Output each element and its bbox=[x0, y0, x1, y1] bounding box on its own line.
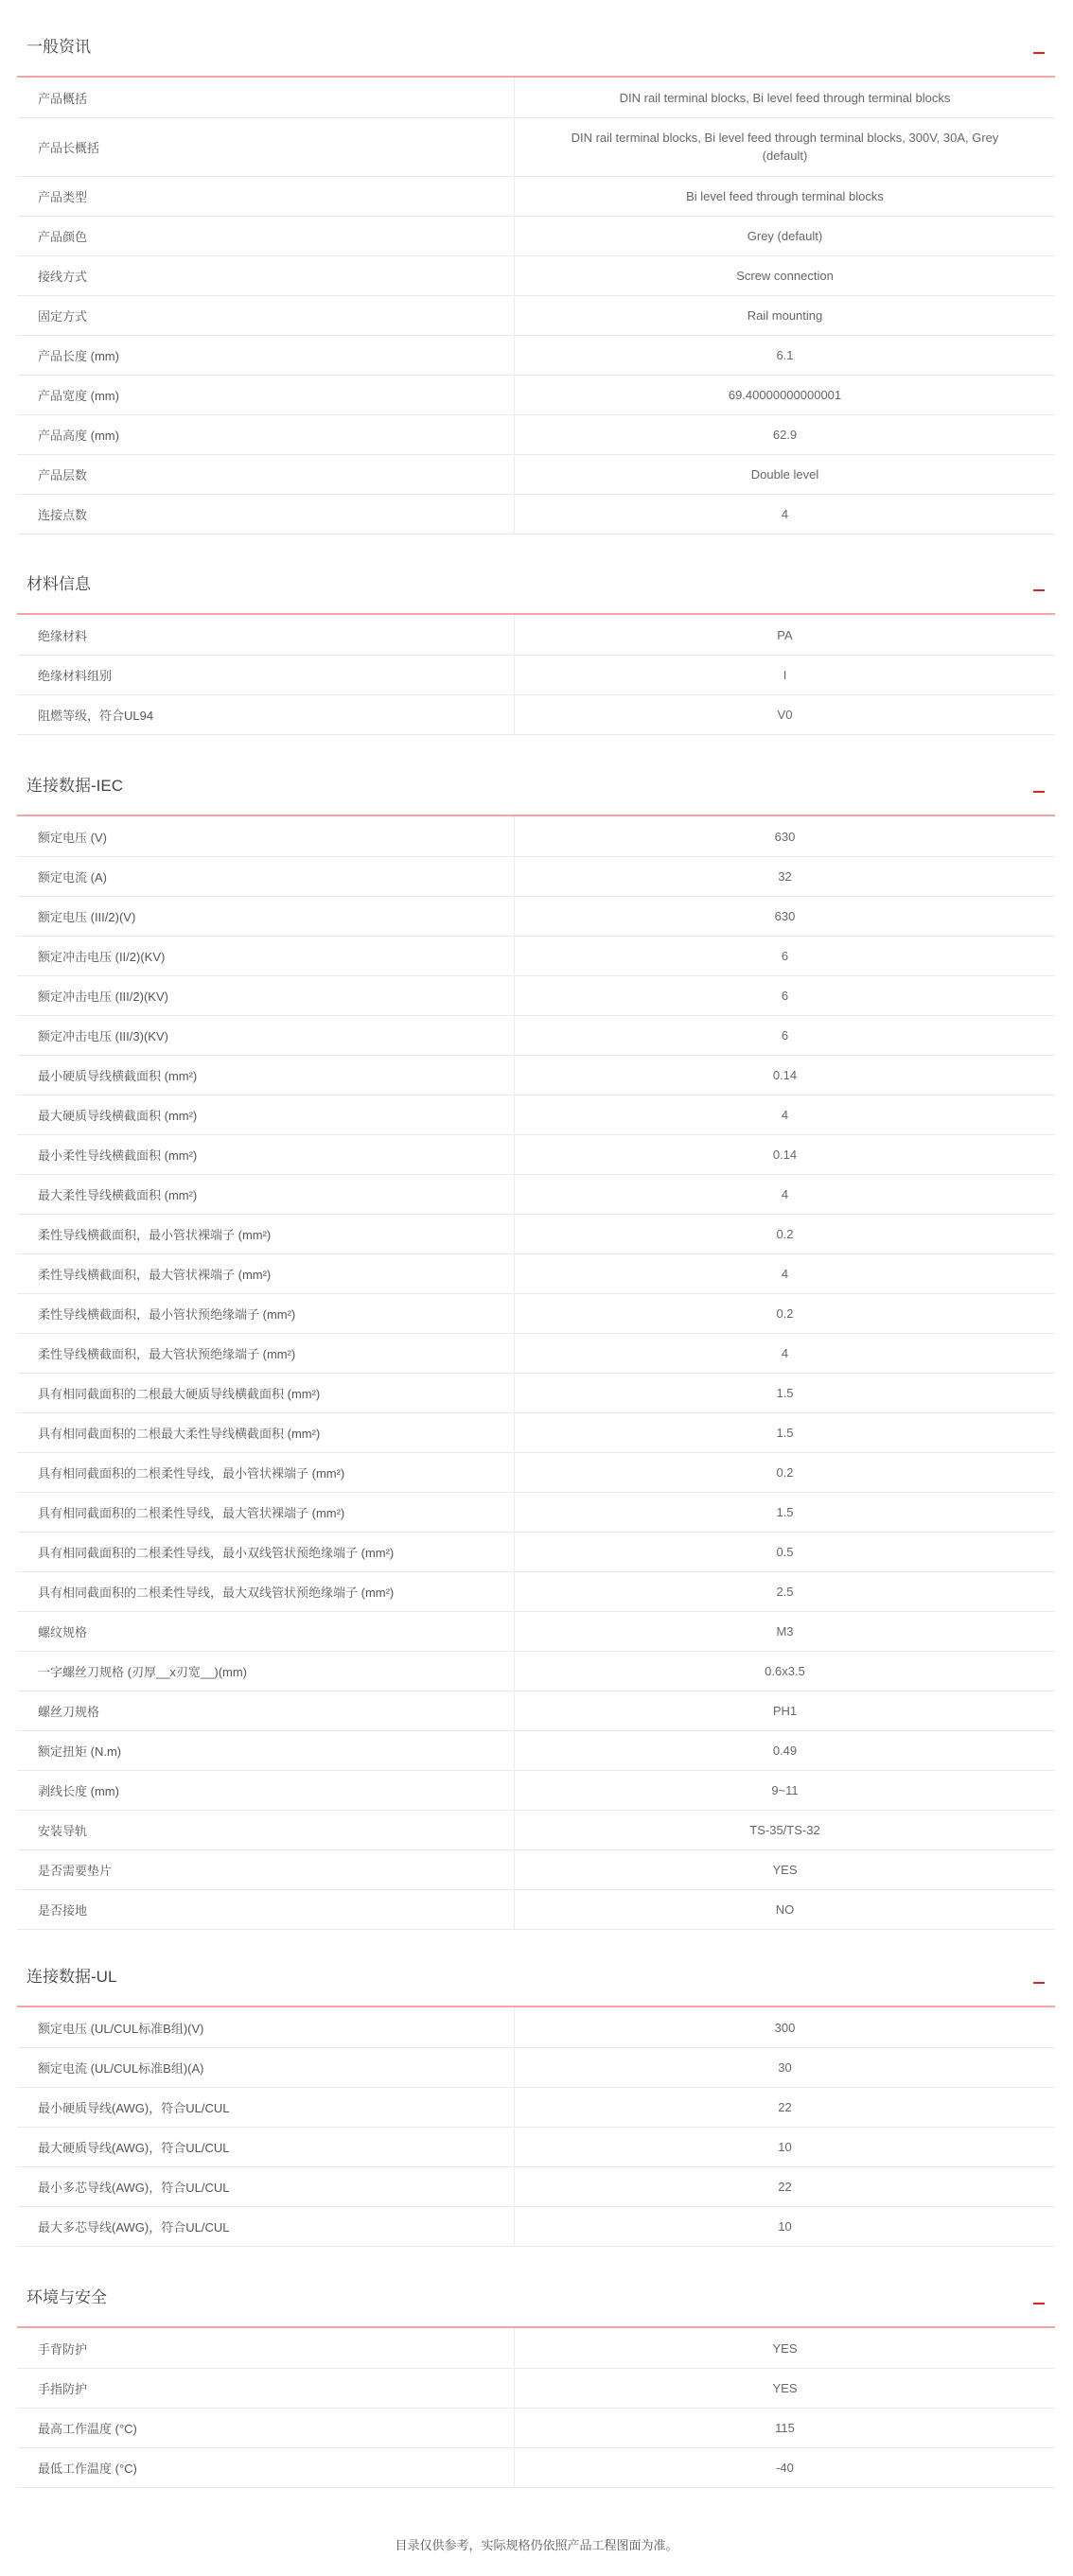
spec-row bbox=[17, 655, 1055, 695]
spec-value: 30 bbox=[778, 2059, 792, 2075]
spec-row bbox=[17, 1810, 1055, 1850]
spec-value: 0.14 bbox=[772, 1067, 798, 1082]
spec-value: 62.9 bbox=[772, 427, 798, 442]
spec-label: 最低工作温度 (°C) bbox=[38, 2461, 137, 2476]
spec-label: 柔性导线横截面积，最大管状裸端子 (mm²) bbox=[38, 1267, 272, 1282]
spec-row bbox=[17, 1691, 1055, 1731]
spec-row bbox=[17, 1730, 1055, 1771]
spec-row bbox=[17, 1611, 1055, 1652]
spec-label: 连接点数 bbox=[38, 507, 88, 522]
spec-row bbox=[17, 856, 1055, 897]
spec-label: 额定扭矩 (N.m) bbox=[38, 1744, 122, 1759]
section-title: 连接数据-IEC bbox=[26, 777, 123, 795]
spec-value: 4 bbox=[781, 1345, 789, 1360]
spec-label: 安装导轨 bbox=[38, 1823, 88, 1838]
spec-label: 最大柔性导线横截面积 (mm²) bbox=[38, 1187, 198, 1202]
spec-label: 具有相同截面积的二根柔性导线，最小双线管状预绝缘端子 (mm²) bbox=[38, 1545, 395, 1560]
spec-row bbox=[17, 1174, 1055, 1215]
spec-label: 螺丝刀规格 bbox=[38, 1704, 100, 1719]
spec-value: 4 bbox=[781, 1266, 789, 1281]
spec-row bbox=[17, 2408, 1055, 2448]
spec-label: 额定冲击电压 (III/2)(KV) bbox=[38, 989, 168, 1004]
spec-row bbox=[17, 255, 1055, 296]
spec-row bbox=[17, 816, 1055, 857]
spec-label: 产品高度 (mm) bbox=[38, 428, 119, 443]
spec-value: Grey (default) bbox=[747, 228, 823, 243]
spec-label: 额定电压 (III/2)(V) bbox=[38, 909, 136, 924]
spec-label: 最高工作温度 (°C) bbox=[38, 2421, 137, 2436]
minus-icon[interactable] bbox=[1032, 2291, 1046, 2306]
spec-label: 额定电压 (UL/CUL标准B组)(V) bbox=[38, 2021, 204, 2036]
spec-row bbox=[17, 1770, 1055, 1811]
spec-row bbox=[17, 1532, 1055, 1572]
section-title: 材料信息 bbox=[26, 575, 91, 593]
spec-row bbox=[17, 1651, 1055, 1691]
spec-label: 一字螺丝刀规格 (刃厚__x刃宽__)(mm) bbox=[38, 1664, 248, 1679]
spec-row bbox=[17, 414, 1055, 455]
spec-label: 额定电压 (V) bbox=[38, 830, 107, 845]
spec-value: 22 bbox=[778, 2099, 792, 2114]
spec-row bbox=[17, 2206, 1055, 2247]
spec-label: 剥线长度 (mm) bbox=[38, 1783, 119, 1798]
spec-row bbox=[17, 78, 1055, 118]
spec-label: 产品颜色 bbox=[38, 229, 88, 244]
spec-value: 630 bbox=[774, 829, 796, 844]
spec-row bbox=[17, 335, 1055, 376]
spec-label: 产品概括 bbox=[38, 91, 88, 106]
spec-value: 115 bbox=[775, 2420, 795, 2435]
spec-row bbox=[17, 2368, 1055, 2409]
spec-row bbox=[17, 216, 1055, 256]
spec-value: 69.40000000000001 bbox=[728, 387, 842, 402]
spec-label: 最小硬质导线(AWG)，符合UL/CUL bbox=[38, 2100, 230, 2115]
spec-label: 螺纹规格 bbox=[38, 1624, 88, 1639]
spec-value: Bi level feed through terminal blocks bbox=[686, 188, 884, 203]
spec-label: 产品类型 bbox=[38, 189, 88, 204]
section-title: 连接数据-UL bbox=[26, 1968, 117, 1986]
minus-icon[interactable] bbox=[1032, 578, 1046, 593]
spec-value: 32 bbox=[778, 868, 792, 884]
spec-value: I bbox=[783, 667, 787, 682]
spec-label: 固定方式 bbox=[38, 308, 88, 324]
spec-label: 额定电流 (A) bbox=[38, 869, 107, 885]
spec-row bbox=[17, 896, 1055, 937]
spec-row bbox=[17, 2087, 1055, 2128]
section-header bbox=[17, 1967, 1055, 2007]
spec-label: 柔性导线横截面积，最小管状预绝缘端子 (mm²) bbox=[38, 1306, 296, 1322]
spec-row bbox=[17, 2447, 1055, 2488]
spec-value: Double level bbox=[750, 466, 819, 482]
spec-value: 630 bbox=[774, 908, 796, 923]
spec-value: 300 bbox=[774, 2020, 796, 2035]
spec-value: 9~11 bbox=[771, 1782, 799, 1797]
spec-row bbox=[17, 1055, 1055, 1095]
spec-label: 具有相同截面积的二根柔性导线，最小管状裸端子 (mm²) bbox=[38, 1465, 345, 1481]
minus-icon[interactable] bbox=[1032, 780, 1046, 795]
spec-row bbox=[17, 615, 1055, 656]
spec-value: 6 bbox=[781, 1027, 789, 1043]
spec-value: 6.1 bbox=[776, 347, 794, 362]
spec-value: -40 bbox=[776, 2460, 794, 2475]
spec-value: 4 bbox=[781, 1107, 789, 1122]
section-header bbox=[17, 37, 1055, 78]
spec-value: 0.2 bbox=[776, 1464, 794, 1480]
spec-value: 22 bbox=[778, 2179, 792, 2194]
spec-label: 最大硬质导线(AWG)，符合UL/CUL bbox=[38, 2140, 230, 2155]
spec-label: 产品长度 (mm) bbox=[38, 348, 119, 363]
spec-row bbox=[17, 1412, 1055, 1453]
spec-label: 是否需要垫片 bbox=[38, 1863, 113, 1878]
spec-label: 接线方式 bbox=[38, 269, 88, 284]
spec-row bbox=[17, 2328, 1055, 2369]
spec-row bbox=[17, 2166, 1055, 2207]
spec-label: 产品长概括 bbox=[38, 140, 100, 155]
spec-value: 1.5 bbox=[776, 1385, 794, 1400]
spec-label: 额定冲击电压 (II/2)(KV) bbox=[38, 949, 166, 964]
spec-value: NO bbox=[775, 1901, 795, 1917]
spec-value: 0.2 bbox=[776, 1306, 794, 1321]
spec-value: 4 bbox=[781, 506, 789, 521]
spec-label: 产品层数 bbox=[38, 467, 88, 482]
spec-label: 具有相同截面积的二根最大柔性导线横截面积 (mm²) bbox=[38, 1426, 321, 1441]
spec-value: Rail mounting bbox=[747, 307, 823, 323]
spec-label: 绝缘材料组别 bbox=[38, 668, 113, 683]
section-header bbox=[17, 776, 1055, 816]
spec-row bbox=[17, 1095, 1055, 1135]
spec-row bbox=[17, 975, 1055, 1016]
spec-label: 最小柔性导线横截面积 (mm²) bbox=[38, 1148, 198, 1163]
section-header bbox=[17, 574, 1055, 615]
spec-label: 具有相同截面积的二根柔性导线，最大双线管状预绝缘端子 (mm²) bbox=[38, 1585, 395, 1600]
spec-value: M3 bbox=[776, 1623, 794, 1638]
spec-label: 具有相同截面积的二根柔性导线，最大管状裸端子 (mm²) bbox=[38, 1505, 345, 1520]
spec-value: 1.5 bbox=[776, 1504, 794, 1519]
spec-row bbox=[17, 2047, 1055, 2088]
spec-row bbox=[17, 1849, 1055, 1890]
section-title: 一般资讯 bbox=[26, 38, 91, 56]
spec-value: 2.5 bbox=[776, 1584, 794, 1599]
spec-value: 0.5 bbox=[776, 1544, 794, 1559]
spec-row bbox=[17, 1571, 1055, 1612]
spec-value: PA bbox=[777, 627, 793, 642]
spec-label: 额定电流 (UL/CUL标准B组)(A) bbox=[38, 2060, 204, 2076]
spec-label: 绝缘材料 bbox=[38, 628, 88, 643]
spec-value: Screw connection bbox=[736, 268, 834, 283]
spec-row bbox=[17, 1492, 1055, 1533]
spec-label: 最小多芯导线(AWG)，符合UL/CUL bbox=[38, 2180, 230, 2195]
spec-row bbox=[17, 1293, 1055, 1334]
spec-value: 4 bbox=[781, 1186, 789, 1201]
spec-value: 6 bbox=[781, 948, 789, 963]
spec-row bbox=[17, 1373, 1055, 1413]
spec-row bbox=[17, 454, 1055, 495]
spec-value: 10 bbox=[778, 2218, 792, 2234]
spec-row bbox=[17, 1134, 1055, 1175]
spec-value: 0.2 bbox=[776, 1226, 794, 1241]
minus-icon[interactable] bbox=[1032, 41, 1046, 56]
spec-value: 1.5 bbox=[776, 1425, 794, 1440]
spec-label: 是否接地 bbox=[38, 1902, 88, 1918]
spec-value: PH1 bbox=[772, 1703, 798, 1718]
spec-value: 0.49 bbox=[772, 1743, 798, 1758]
spec-label: 产品宽度 (mm) bbox=[38, 388, 119, 403]
section-title: 环境与安全 bbox=[26, 2288, 107, 2306]
spec-value: 0.14 bbox=[772, 1147, 798, 1162]
spec-label: 最大硬质导线横截面积 (mm²) bbox=[38, 1108, 198, 1123]
spec-value: DIN rail terminal blocks, Bi level feed through terminal blocks bbox=[619, 90, 951, 105]
spec-row bbox=[17, 375, 1055, 415]
spec-value: YES bbox=[772, 2380, 798, 2395]
spec-label: 手背防护 bbox=[38, 2341, 88, 2357]
spec-row bbox=[17, 1333, 1055, 1374]
spec-label: 最小硬质导线横截面积 (mm²) bbox=[38, 1068, 198, 1083]
spec-row bbox=[17, 1452, 1055, 1493]
spec-label: 具有相同截面积的二根最大硬质导线横截面积 (mm²) bbox=[38, 1386, 321, 1401]
spec-value: YES bbox=[772, 2340, 798, 2356]
spec-value: V0 bbox=[777, 707, 793, 722]
spec-row bbox=[17, 176, 1055, 217]
spec-row bbox=[17, 1889, 1055, 1930]
spec-row bbox=[17, 1253, 1055, 1294]
spec-row bbox=[17, 1015, 1055, 1056]
footer-note: 目录仅供参考，实际规格仍依照产品工程图面为准。 bbox=[395, 2538, 678, 2552]
spec-label: 阻燃等级，符合UL94 bbox=[38, 708, 154, 723]
spec-value: DIN rail terminal blocks, Bi level feed through terminal blocks, 300V, 30A, Grey (default) bbox=[571, 131, 999, 163]
spec-value: 10 bbox=[778, 2139, 792, 2154]
spec-label: 额定冲击电压 (III/3)(KV) bbox=[38, 1028, 168, 1043]
spec-row bbox=[17, 2127, 1055, 2167]
spec-row bbox=[17, 494, 1055, 534]
spec-value: YES bbox=[772, 1862, 798, 1877]
spec-value: TS-35/TS-32 bbox=[749, 1822, 820, 1837]
spec-label: 最大多芯导线(AWG)，符合UL/CUL bbox=[38, 2219, 230, 2234]
spec-row bbox=[17, 295, 1055, 336]
spec-row bbox=[17, 694, 1055, 735]
spec-value: 6 bbox=[781, 988, 789, 1003]
spec-row bbox=[17, 2007, 1055, 2048]
spec-value: 0.6x3.5 bbox=[765, 1663, 805, 1678]
spec-label: 柔性导线横截面积，最小管状裸端子 (mm²) bbox=[38, 1227, 272, 1242]
section-header bbox=[17, 2287, 1055, 2328]
spec-label: 柔性导线横截面积，最大管状预绝缘端子 (mm²) bbox=[38, 1346, 296, 1361]
minus-icon[interactable] bbox=[1032, 1971, 1046, 1986]
spec-row bbox=[17, 936, 1055, 976]
spec-label: 手指防护 bbox=[38, 2381, 88, 2396]
spec-row bbox=[17, 1214, 1055, 1254]
spec-row bbox=[17, 117, 1055, 177]
